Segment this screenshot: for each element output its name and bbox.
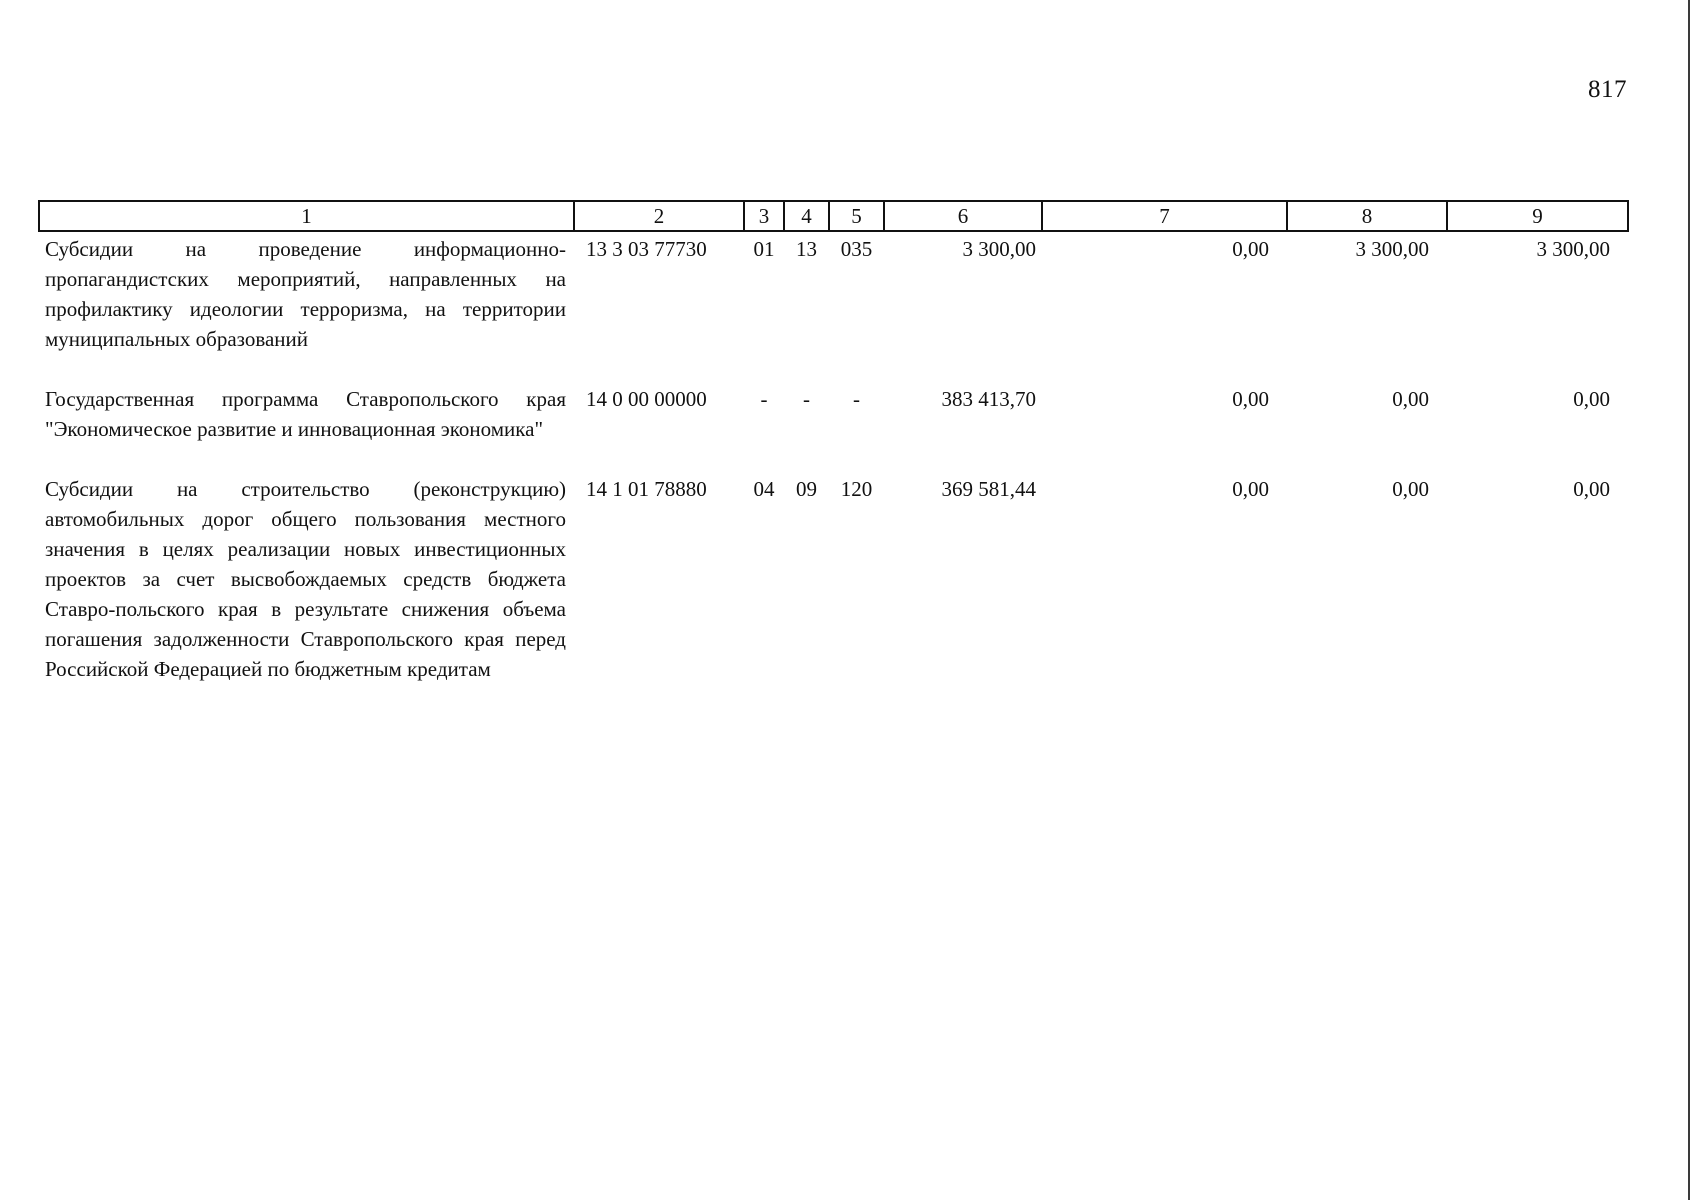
row-col-9: 3 300,00 bbox=[1536, 237, 1610, 261]
row-code: 13 3 03 77730 bbox=[586, 237, 707, 261]
row-col-6: 3 300,00 bbox=[962, 237, 1036, 261]
table-row bbox=[39, 231, 1628, 384]
row-col-3: - bbox=[760, 387, 768, 411]
row-col-7: 0,00 bbox=[1232, 477, 1269, 501]
row-col-4: 13 bbox=[796, 237, 817, 261]
column-header-1: 1 bbox=[39, 201, 574, 231]
row-description: Субсидии на проведение информационно-пропагандистских мероприятий, направленных на профилактику идеологии терроризма, на территории муниципальных образований bbox=[45, 237, 566, 351]
budget-table bbox=[38, 200, 1629, 744]
row-col-5: 120 bbox=[840, 477, 873, 501]
row-col-7: 0,00 bbox=[1232, 387, 1269, 411]
row-col-4: 09 bbox=[796, 477, 817, 501]
row-col-6: 369 581,44 bbox=[941, 477, 1036, 501]
row-col-4: - bbox=[803, 387, 810, 411]
row-col-8: 0,00 bbox=[1392, 387, 1429, 411]
row-code: 14 0 00 00000 bbox=[586, 387, 707, 411]
row-col-3: 01 bbox=[753, 237, 775, 261]
row-col-9: 0,00 bbox=[1573, 477, 1610, 501]
row-description: Государственная программа Ставропольского края "Экономическое развитие и инновационная экономика" bbox=[45, 387, 566, 441]
row-col-7: 0,00 bbox=[1232, 237, 1269, 261]
row-description: Субсидии на строительство (реконструкцию) автомобильных дорог общего пользования местного значения в целях реализации новых инвестиционных проектов за счет высвобождаемых средств бюджета Ставро-польского края в результате снижения объема погашения задолженности Ставропольского края перед Российской Федерацией по бюджетным кредитам bbox=[45, 477, 566, 681]
column-header-2: 2 bbox=[574, 201, 744, 231]
page-edge-line bbox=[1688, 0, 1690, 1200]
table-row bbox=[39, 384, 1628, 474]
column-header-6: 6 bbox=[884, 201, 1042, 231]
row-code: 14 1 01 78880 bbox=[586, 477, 707, 501]
row-col-6: 383 413,70 bbox=[941, 387, 1036, 411]
column-header-5: 5 bbox=[829, 201, 884, 231]
row-col-9: 0,00 bbox=[1573, 387, 1610, 411]
row-col-3: 04 bbox=[753, 477, 775, 501]
row-col-8: 3 300,00 bbox=[1355, 237, 1429, 261]
column-header-9: 9 bbox=[1447, 201, 1628, 231]
page-number: 817 bbox=[1588, 76, 1627, 103]
header-row bbox=[39, 201, 1628, 231]
row-col-8: 0,00 bbox=[1392, 477, 1429, 501]
row-col-5: - bbox=[853, 387, 860, 411]
row-col-5: 035 bbox=[840, 237, 873, 261]
column-header-3: 3 bbox=[744, 201, 784, 231]
table-row bbox=[39, 474, 1628, 744]
column-header-4: 4 bbox=[784, 201, 829, 231]
column-header-8: 8 bbox=[1287, 201, 1447, 231]
column-header-7: 7 bbox=[1042, 201, 1287, 231]
